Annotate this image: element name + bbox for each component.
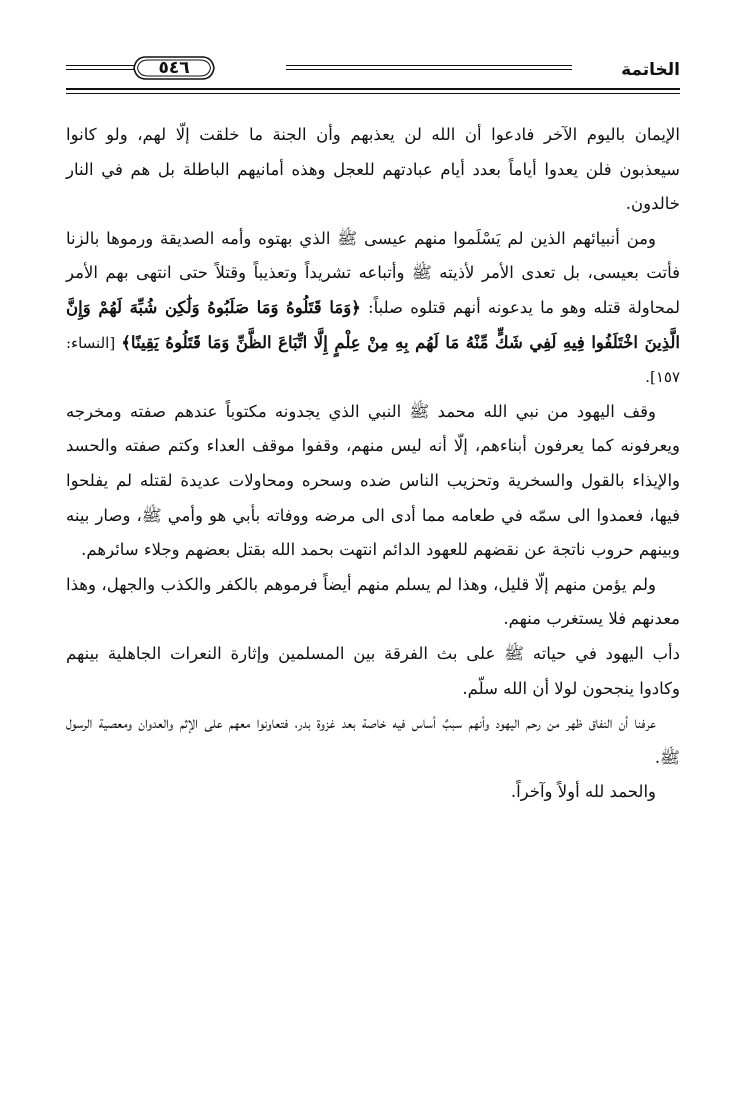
header-underline-thick xyxy=(66,88,680,90)
header-rule xyxy=(286,69,572,70)
closing-line: والحمد لله أولاً وآخراً. xyxy=(510,782,656,802)
paragraph: عرفنا أن النفاق ظهر من رحم اليهود وأنهم سببٌ أساس فيه خاصة بعد غزوة بدر، فتعاونوا معهم على الإثم والعدوان ومعصية الرسول ﷺ. xyxy=(66,713,680,767)
header-underline-thin xyxy=(66,93,680,94)
header-rule xyxy=(286,65,572,66)
paragraph: وقف اليهود من نبي الله محمد ﷺ النبي الذي يجدونه مكتوباً عندهم صفته ومخرجه ويعرفونه كما يعرفون أبناءهم، إلّا أنه ليس منهم، وقفوا موقف العداء وكتم صفته والحسد والإيذاء بالقول والسخرية وتحزيب الناس ضده وسحره ومحاولات عديدة لقتله لم يفلحوا فيها، فعمدوا الى سمّه في طعامه مما أدى الى مرضه ووفاته بأبي هو وأمي ﷺ، وصار بينه وبينهم حروب ناتجة عن نقضهم للعهود الدائم انتهت بحمد الله بقتل بعضهم وجلاء سائرهم. xyxy=(66,401,680,560)
paragraph-text: ومن أنبيائهم الذين لم يَسْلَموا منهم عيسى ﷺ الذي بهتوه وأمه الصديقة ورموها بالزنا فأتت بعيسى، بل تعدى الأمر لأذيته ﷺ وأتباعه تشريداً وتعذيباً وقتلاً حتى انتهى بهم الأمر لمحاولة قتله وهو ما يدعونه أنهم قتلوه صلباً: xyxy=(66,228,680,317)
page-number: ٥٤٦ xyxy=(158,58,190,78)
quran-verse: ﴿وَمَا قَتَلُوهُ وَمَا صَلَبُوهُ وَلَٰكِن شُبِّهَ لَهُمْ وَإِنَّ الَّذِينَ اخْتَلَفُوا فِيهِ لَفِي شَكٍّ مِّنْهُ مَا لَهُم بِهِ مِنْ عِلْمٍ إِلَّا اتِّبَاعَ الظَّنِّ وَمَا قَتَلُوهُ يَقِينًا﴾ xyxy=(66,297,680,352)
paragraph: دأب اليهود في حياته ﷺ على بث الفرقة بين المسلمين وإثارة النعرات الجاهلية بينهم وكادوا ينجحون لولا أن الله سلّم. xyxy=(66,643,680,698)
paragraph xyxy=(66,222,680,395)
page-body xyxy=(66,118,680,810)
paragraph: الإيمان باليوم الآخر فادعوا أن الله لن يعذبهم وأن الجنة ما خلقت إلّا لهم، ولو كانوا سيعذبون فلن يعدوا أياماً بعدد أيام عبادتهم للعجل وهذه أمانيهم الباطلة بل هم في النار خالدون. xyxy=(66,125,680,214)
verse-reference: [النساء: ١٥٧]. xyxy=(66,333,680,387)
page-number-badge xyxy=(132,53,216,83)
page-header xyxy=(66,52,680,96)
paragraph: ولم يؤمن منهم إلّا قليل، وهذا لم يسلم منهم أيضاً فرموهم بالكفر والكذب والجهل، وهذا معدنهم فلا يستغرب منهم. xyxy=(66,574,680,629)
section-title: الخاتمة xyxy=(621,60,680,80)
